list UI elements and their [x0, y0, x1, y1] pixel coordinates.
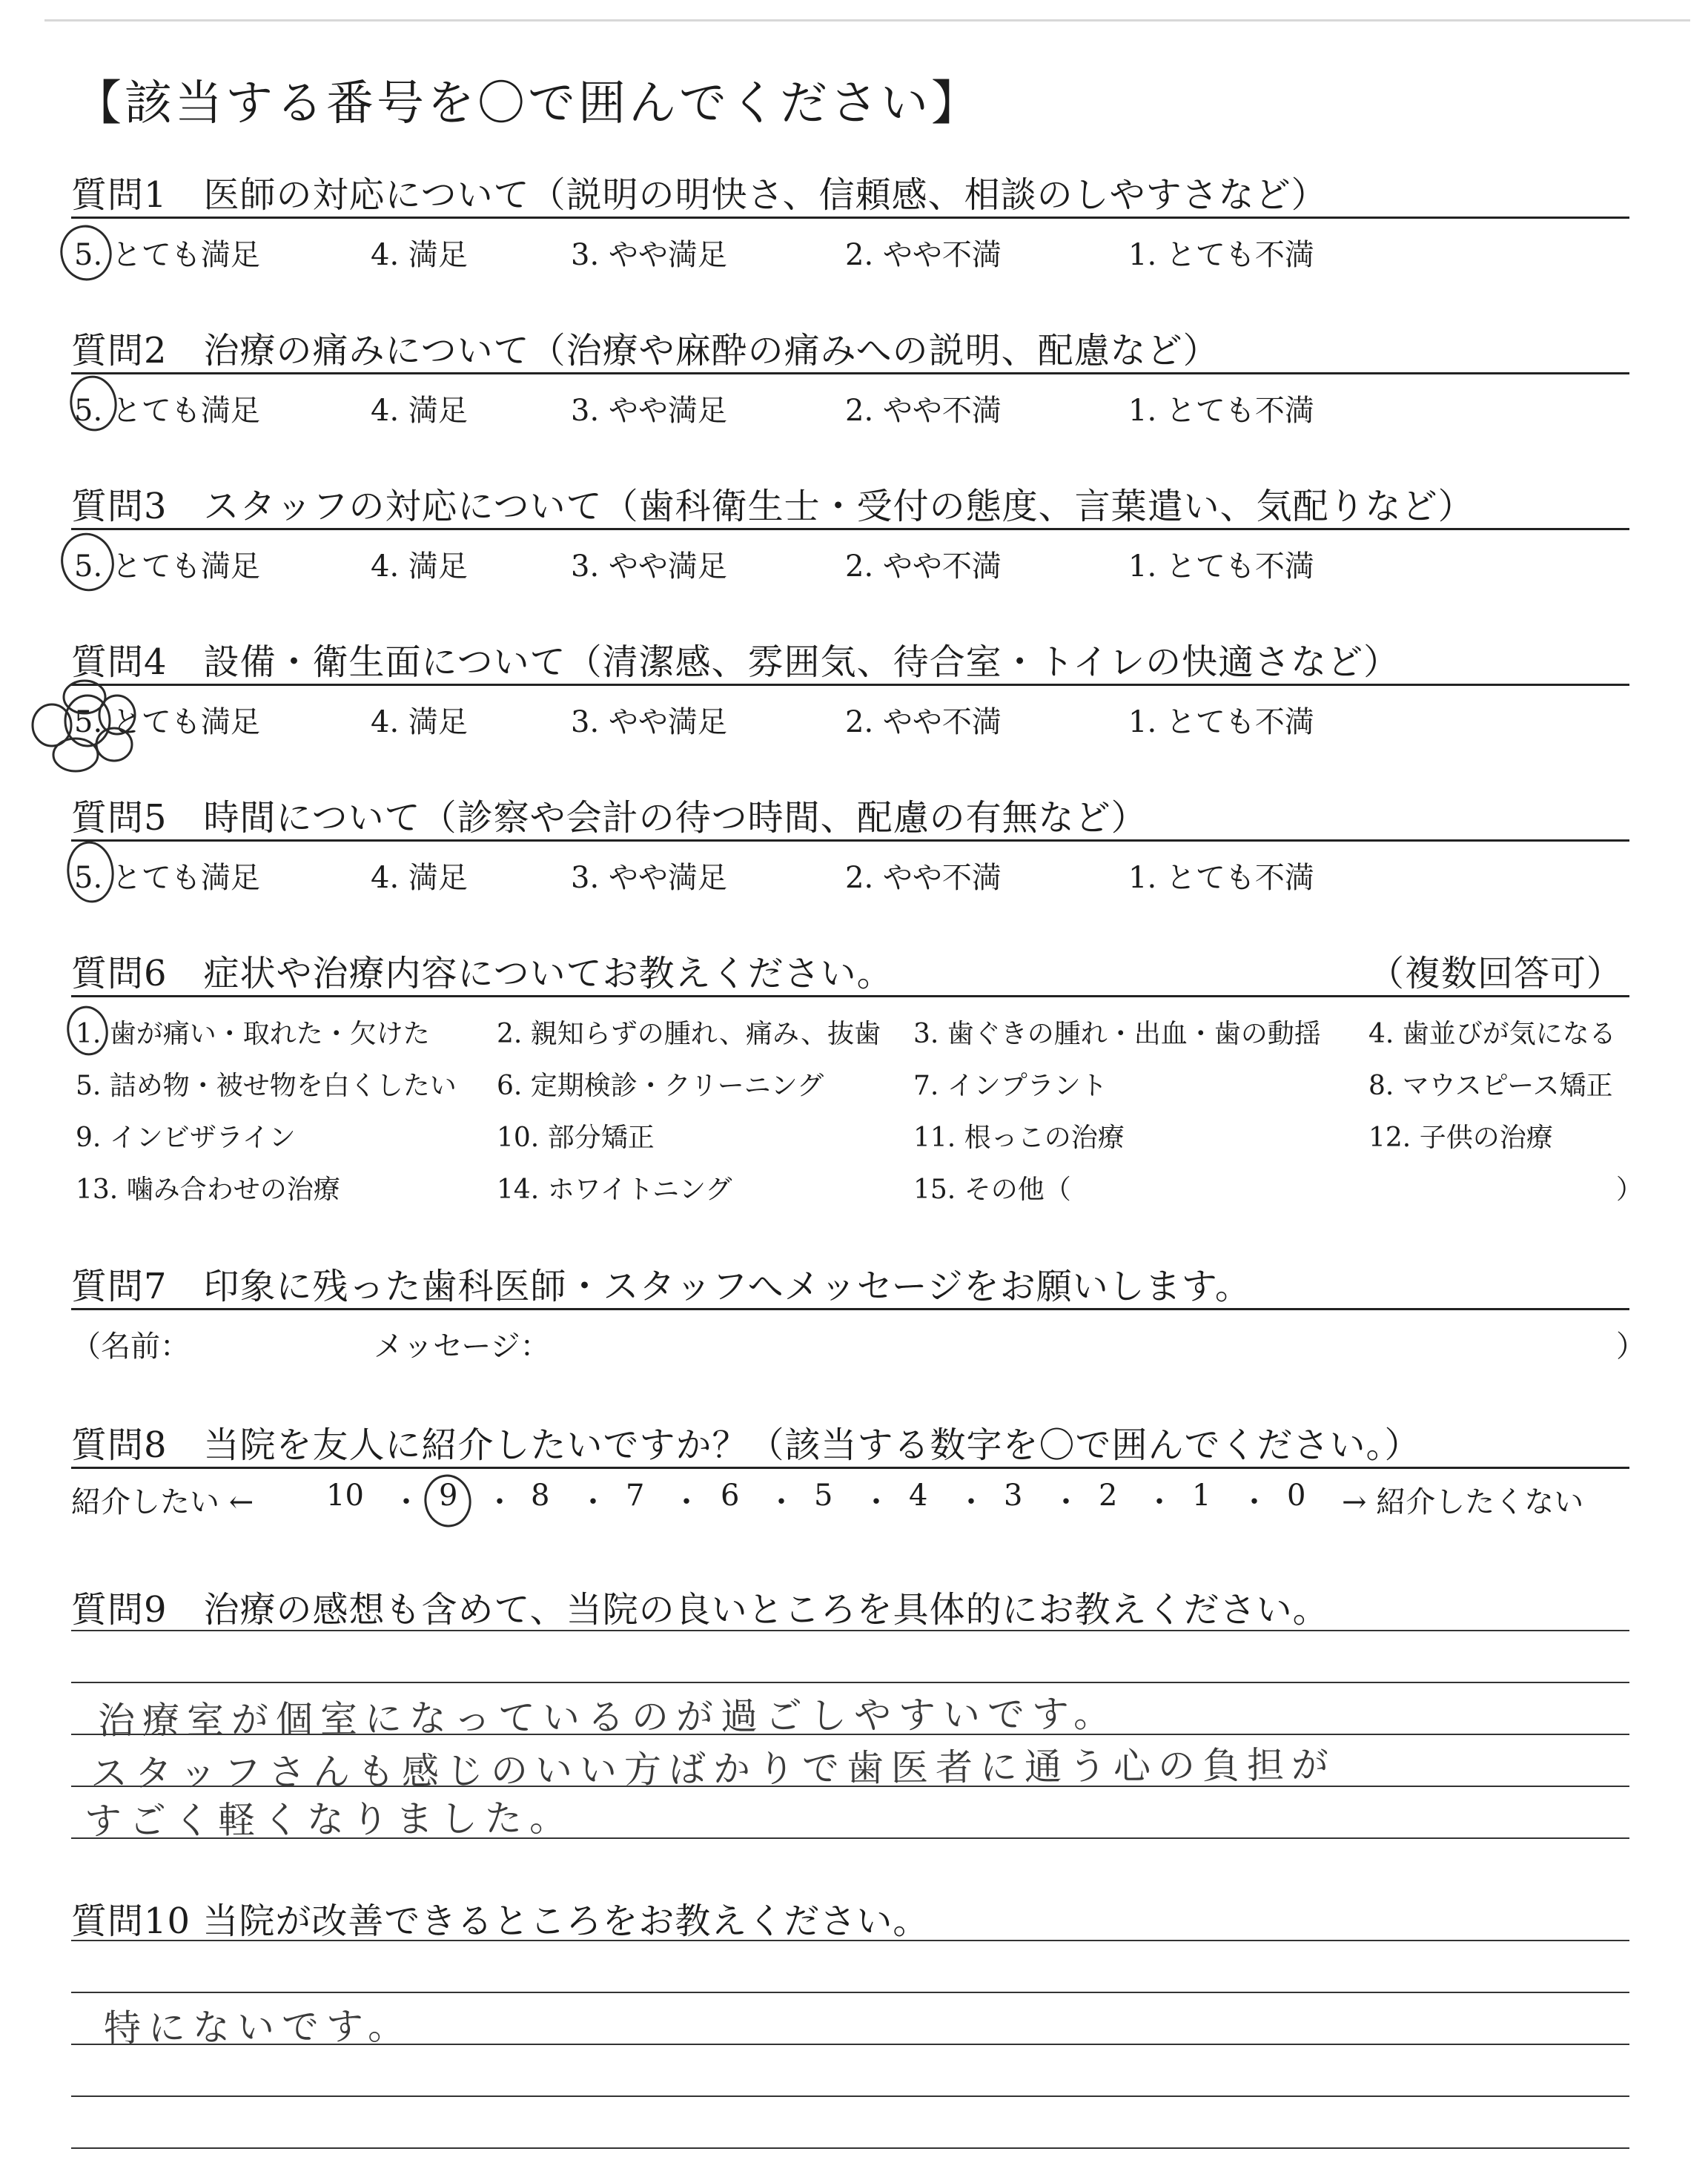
q3-option-2[interactable]: 2. やや不満: [845, 549, 1002, 584]
q6-option-14[interactable]: 14. ホワイトニング: [497, 1175, 732, 1205]
q1-option-3[interactable]: 3. やや満足: [571, 238, 727, 272]
q8-right-label: → 紹介したくない: [1342, 1485, 1584, 1519]
q1-option-5[interactable]: 5. とても満足: [74, 238, 260, 272]
q10-handwritten-line-1: 特にないです。: [103, 2004, 413, 2050]
q2-option-3[interactable]: 3. やや満足: [571, 394, 727, 428]
q8-scale-7[interactable]: 7: [626, 1479, 645, 1513]
q8-scale-2[interactable]: 2: [1099, 1479, 1118, 1513]
q10-line-2: [71, 1992, 1629, 1993]
q1-option-1[interactable]: 1. とても不満: [1128, 238, 1314, 272]
q5-option-3[interactable]: 3. やや満足: [571, 861, 727, 895]
q4-option-2[interactable]: 2. やや不満: [845, 705, 1002, 739]
q7-message-label: メッセージ：: [374, 1330, 550, 1364]
q8-left-label: 紹介したい ←: [71, 1485, 254, 1519]
q2-heading: 質問2 治療の痛みについて（治療や麻酔の痛みへの説明、配慮など）: [71, 330, 1219, 371]
q5-rule: [71, 839, 1629, 842]
q8-scale-3[interactable]: 3: [1004, 1479, 1023, 1513]
page-title: 【該当する番号を〇で囲んでください】: [74, 76, 982, 131]
q5-option-5[interactable]: 5. とても満足: [74, 861, 260, 895]
q10-line-5: [71, 2147, 1629, 2149]
q2-option-5[interactable]: 5. とても満足: [74, 394, 260, 428]
q4-option-5[interactable]: 5. とても満足: [74, 705, 260, 739]
q8-separator: ・: [578, 1485, 608, 1519]
q9-line-1: [71, 1630, 1629, 1631]
q7-close-paren: ）: [1616, 1330, 1646, 1364]
q1-option-4[interactable]: 4. 満足: [371, 238, 468, 272]
q2-option-1[interactable]: 1. とても不満: [1128, 394, 1314, 428]
q8-heading: 質問8 当院を友人に紹介したいですか？（該当する数字を〇で囲んでください。）: [71, 1424, 1421, 1466]
q6-option-8[interactable]: 8. マウスピース矯正: [1368, 1071, 1613, 1101]
q6-option-12[interactable]: 12. 子供の治療: [1368, 1123, 1553, 1153]
q4-option-4[interactable]: 4. 満足: [371, 705, 468, 739]
q6-option-15[interactable]: 15. その他（: [913, 1175, 1071, 1205]
q9-handwritten-line-2: スタッフさんも感じのいい方ばかりで歯医者に通う心の負担が: [90, 1743, 1337, 1795]
q5-option-2[interactable]: 2. やや不満: [845, 861, 1002, 895]
q7-heading: 質問7 印象に残った歯科医師・スタッフへメッセージをお願いします。: [71, 1266, 1251, 1307]
q3-option-1[interactable]: 1. とても不満: [1128, 549, 1314, 584]
q10-line-4: [71, 2095, 1629, 2097]
q4-heading: 質問4 設備・衛生面について（清潔感、雰囲気、待合室・トイレの快適さなど）: [71, 641, 1400, 683]
q5-option-4[interactable]: 4. 満足: [371, 861, 468, 895]
q9-handwritten-line-3: すごく軽くなりました。: [84, 1796, 575, 1843]
q7-rule: [71, 1308, 1629, 1310]
q8-separator: ・: [861, 1485, 891, 1519]
q2-rule: [71, 372, 1629, 374]
q8-separator: ・: [485, 1485, 514, 1519]
q6-option-1[interactable]: 1. 歯が痛い・取れた・欠けた: [76, 1019, 430, 1049]
q3-rule: [71, 528, 1629, 530]
q9-handwritten-line-1: 治療室が個室になっているのが過ごしやすいです。: [97, 1692, 1119, 1743]
q8-scale-8[interactable]: 8: [531, 1479, 550, 1513]
q8-scale-10[interactable]: 10: [326, 1479, 364, 1513]
q2-option-4[interactable]: 4. 満足: [371, 394, 468, 428]
page-top-edge: [44, 19, 1690, 22]
q8-scale-1[interactable]: 1: [1192, 1479, 1211, 1513]
q5-option-1[interactable]: 1. とても不満: [1128, 861, 1314, 895]
q6-other-close-paren: ）: [1616, 1175, 1644, 1205]
q3-option-3[interactable]: 3. やや満足: [571, 549, 727, 584]
q6-option-5[interactable]: 5. 詰め物・被せ物を白くしたい: [76, 1071, 457, 1101]
q6-option-7[interactable]: 7. インプラント: [913, 1071, 1108, 1101]
q5-heading: 質問5 時間について（診察や会計の待つ時間、配慮の有無など）: [71, 797, 1148, 839]
q6-option-10[interactable]: 10. 部分矯正: [497, 1123, 655, 1153]
q1-heading: 質問1 医師の対応について（説明の明快さ、信頼感、相談のしやすさなど）: [71, 174, 1328, 216]
q4-option-1[interactable]: 1. とても不満: [1128, 705, 1314, 739]
q4-option-3[interactable]: 3. やや満足: [571, 705, 727, 739]
q3-option-4[interactable]: 4. 満足: [371, 549, 468, 584]
q10-line-1: [71, 1940, 1629, 1941]
q10-heading: 質問10 当院が改善できるところをお教えください。: [71, 1900, 930, 1942]
q1-option-2[interactable]: 2. やや不満: [845, 238, 1002, 272]
q2-option-2[interactable]: 2. やや不満: [845, 394, 1002, 428]
q8-scale-0[interactable]: 0: [1287, 1479, 1306, 1513]
q6-note: （複数回答可）: [1368, 953, 1623, 994]
q3-heading: 質問3 スタッフの対応について（歯科衛生士・受付の態度、言葉遣い、気配りなど）: [71, 486, 1474, 527]
q8-separator: ・: [672, 1485, 701, 1519]
q9-line-2: [71, 1682, 1629, 1683]
q8-scale-9[interactable]: 9: [439, 1479, 458, 1513]
q9-heading: 質問9 治療の感想も含めて、当院の良いところを具体的にお教えください。: [71, 1589, 1329, 1631]
q8-scale-5[interactable]: 5: [814, 1479, 833, 1513]
q8-separator: ・: [1145, 1485, 1174, 1519]
q6-heading: 質問6 症状や治療内容についてお教えください。: [71, 953, 893, 994]
q4-rule: [71, 684, 1629, 686]
q8-separator: ・: [767, 1485, 796, 1519]
q6-option-13[interactable]: 13. 噛み合わせの治療: [76, 1175, 340, 1205]
q8-separator: ・: [1051, 1485, 1081, 1519]
q6-option-3[interactable]: 3. 歯ぐきの腫れ・出血・歯の動揺: [913, 1019, 1321, 1049]
q8-scale-6[interactable]: 6: [721, 1479, 740, 1513]
q6-option-9[interactable]: 9. インビザライン: [76, 1123, 296, 1153]
q6-option-11[interactable]: 11. 根っこの治療: [913, 1123, 1125, 1153]
q6-option-2[interactable]: 2. 親知らずの腫れ、痛み、抜歯: [497, 1019, 881, 1049]
q8-scale-4[interactable]: 4: [909, 1479, 928, 1513]
q6-option-4[interactable]: 4. 歯並びが気になる: [1368, 1019, 1616, 1049]
q6-rule: [71, 995, 1629, 997]
q8-rule: [71, 1467, 1629, 1469]
q8-separator: ・: [956, 1485, 986, 1519]
q6-option-6[interactable]: 6. 定期検診・クリーニング: [497, 1071, 824, 1101]
q1-rule: [71, 217, 1629, 219]
q8-separator: ・: [391, 1485, 421, 1519]
q8-separator: ・: [1239, 1485, 1269, 1519]
q7-name-label: （名前：: [71, 1330, 190, 1364]
q3-option-5[interactable]: 5. とても満足: [74, 549, 260, 584]
